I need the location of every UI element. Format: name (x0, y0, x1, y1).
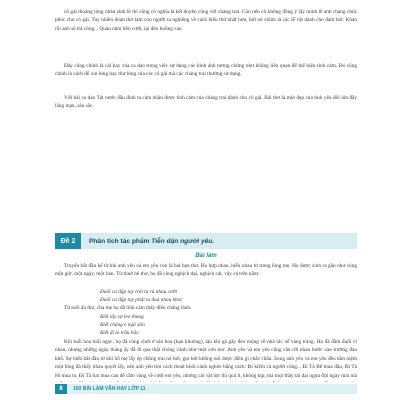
quote-line: Đuổi cá đặp tay phải ta đua nhau khóc (100, 297, 183, 303)
intro-paragraph-3: Với bài ca dao Tát nước đầu đình ta cảm nhận được tình cảm của chàng trai dành cho cô gái. Bài thơ là một đẹp của tình yêu đôi lứa đầy lãng mạn, sâu sắc. (55, 95, 357, 110)
essay-paragraph-1: Khi tuổi hoa tuổi ngọc, họ đã cùng chơi ở sân hoa (hạn khuông), tận khi gã gây đeo mộng về nhà lúc xế vàng tràng. Họ đã đằm đuối vì nhau, nhưng những ngày tháng ấy đã đi qua thật chóng vánh như một cơn mơ. Anh yêu và em yêu cũng cần rời nhau bước vào trường đau khổ. (55, 339, 357, 362)
intro-paragraph-1: cô gái thoáng lòng nhân sinh lề thì cũng có nghĩa là kết duyên cùng với chàng trai. Còn nếu cô không đồng ý lấy mình lề anh chàng chúc phúc cho cô gái. Tuy nhiên đoạn thơ làm con người ta nghiêng về cách hiểu thứ nhất hơn, bởi nó chính là các lễ vật dành cho đám hỏi: Khảo rồi anh sẽ trả công... Quan năm tiền cưới, lại đèo buồng cau. (55, 9, 357, 32)
essay-intro: Truyện bắt đầu kể từ khi anh yêu và em yêu còn là hai bạn thơ. Họ hợp nhau, hiểu nhau từ trong lòng mẹ. Họ được sinh ra gần như cùng một giờ, một ngày, một bản. Từ thuở bé thơ, họ đã cùng nghịch dại, nghịch cát, vây cá trên nắm: (55, 263, 357, 278)
essay-transition: Từ tuổi ấu thơ, cha mẹ họ đã linh cảm thấy điều chẳng lành. (64, 305, 192, 311)
page-footer (55, 384, 357, 394)
section-title-work: Tiễn dặn người yêu. (151, 237, 215, 245)
quote-line: Đuổi cá đặp tay trái ta rủ nhau cười (100, 289, 178, 295)
section-title-prefix: Phân tích tác phẩm (89, 237, 152, 245)
section-title (89, 238, 214, 245)
essay-paragraph (55, 338, 357, 382)
section-header (55, 233, 357, 249)
intro-paragraph-2: Đây cũng chính là cái hay của ca dao trong việc sử dụng các hình ảnh tương chừng như không liên quan để thể hiện tình cảm. Đó cũng chính là cách để xin lòng hay thư lòng của các cô gái mà các chàng trai thường sử dụng. (55, 63, 357, 78)
essay-paragraph-2: Sự biến bắt đầu từ khi bố mẹ lấy ép chồng trai nó bởi, gọi bởi không nói được điều gì chắc chắn. Song anh yêu và em yêu đều tâm niệm một lòng đã thấy nhau quyết lấy, nên anh yêu tìm cách thoát khỏi cảnh nghèo bằng cách: Đi kiếm cả người công... Đi Tả Bế mua dầu, Đi Tả Hi mua to, Đi Tả Sai mua cau để cầm vàng về cưới em yêu, nhưng cái vật lực thì quá ít, không kịp, mà mọi thầy tài đại ngựa đợi ngày mai mà (55, 355, 357, 379)
quote-line: Biết lấy sợ leo thang (100, 314, 144, 320)
section-badge: Đề 2 (55, 233, 81, 249)
page-number: 8 (55, 384, 67, 394)
quote-line: Biết chẳng e ngã xăn (100, 322, 145, 328)
quote-line: Biết đi lo trẫu hắc. (100, 330, 140, 336)
essay-heading: Bài làm (195, 253, 217, 259)
book-title: 100 BÀI LÀM VĂN HAY LỚP 11 (73, 386, 146, 392)
